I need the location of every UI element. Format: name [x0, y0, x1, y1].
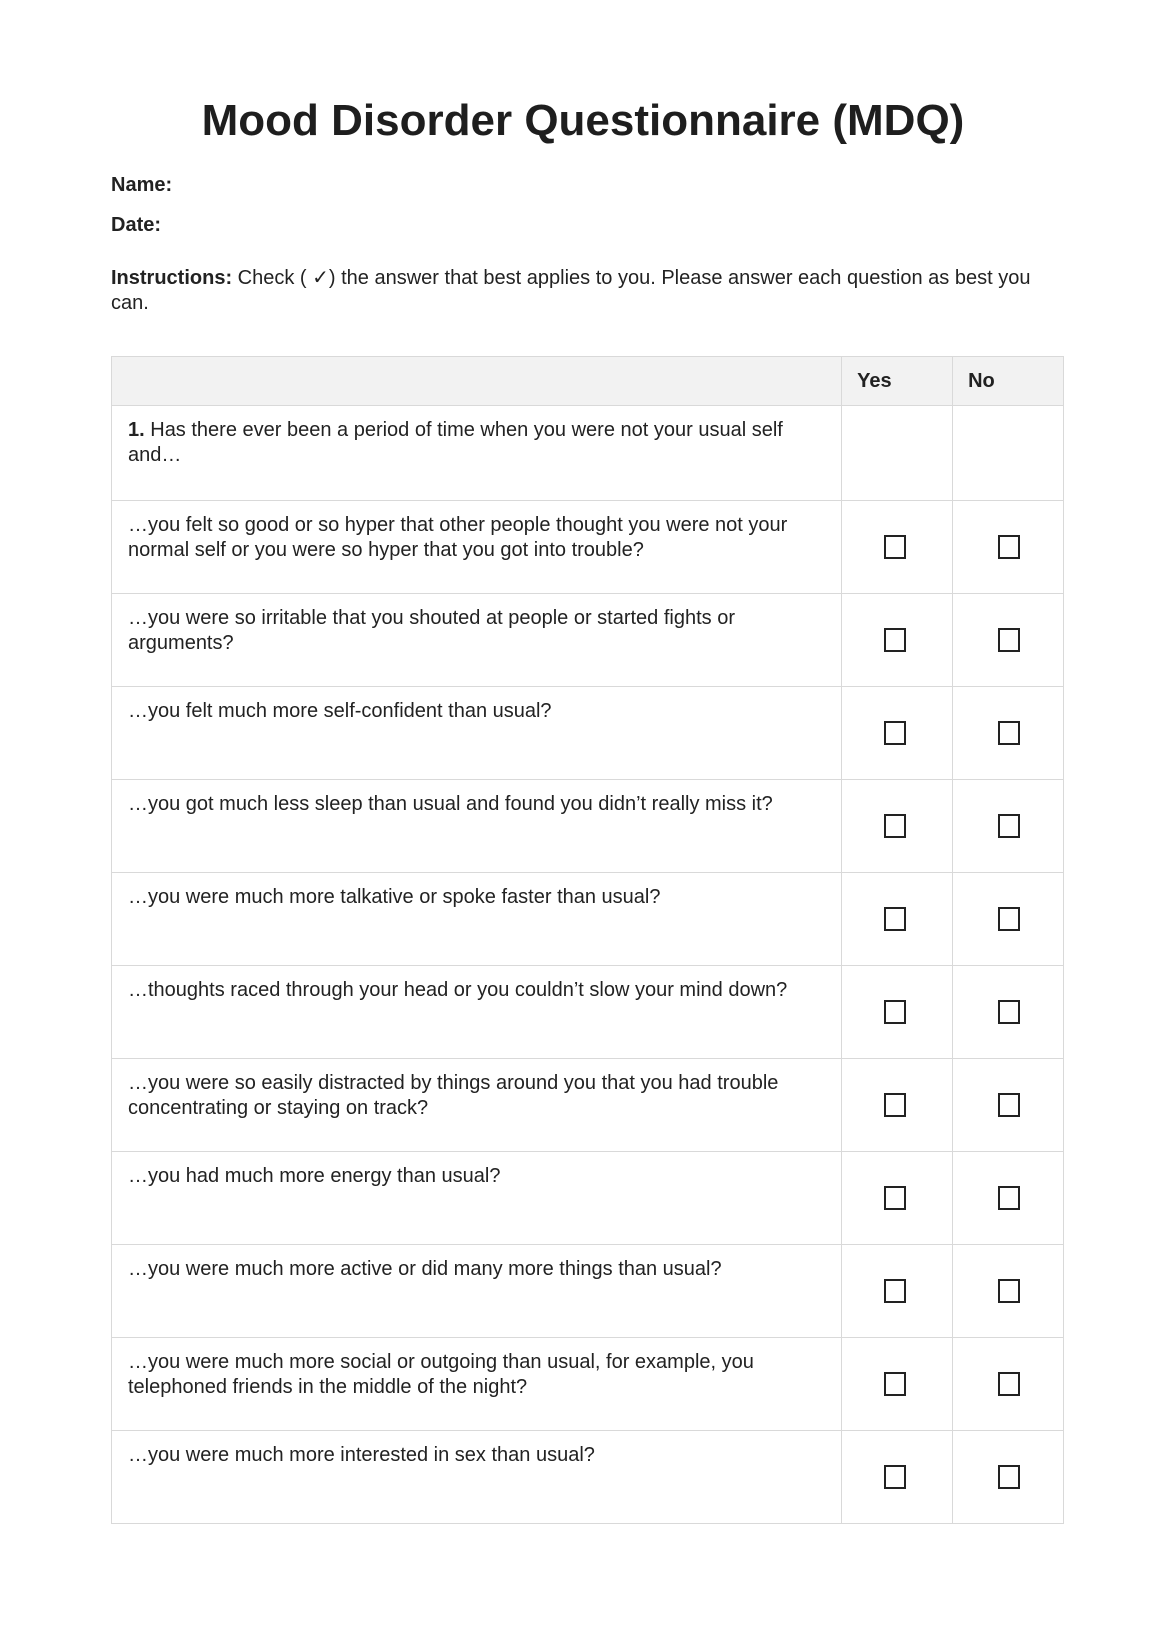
yes-checkbox[interactable] [884, 1465, 906, 1489]
no-cell [953, 1245, 1064, 1338]
intro-no-cell [953, 406, 1064, 501]
no-checkbox[interactable] [998, 628, 1020, 652]
no-checkbox[interactable] [998, 1000, 1020, 1024]
yes-cell [842, 780, 953, 873]
date-label: Date: [111, 214, 162, 236]
no-checkbox[interactable] [998, 814, 1020, 838]
no-checkbox[interactable] [998, 721, 1020, 745]
yes-cell [842, 687, 953, 780]
instructions-label: Instructions: [111, 267, 233, 289]
header-yes: Yes [842, 357, 953, 406]
table-row [112, 1338, 1064, 1431]
table-row [112, 687, 1064, 780]
question-text: …you were much more interested in sex than usual? [112, 1431, 842, 1524]
yes-checkbox[interactable] [884, 1186, 906, 1210]
no-checkbox[interactable] [998, 1372, 1020, 1396]
instructions-text: Check ( ✓) the answer that best applies to you. Please answer each question as best you can. [111, 267, 1031, 314]
no-checkbox[interactable] [998, 1279, 1020, 1303]
page-title: Mood Disorder Questionnaire (MDQ) [201, 96, 965, 145]
no-cell [953, 1338, 1064, 1431]
question-text: …you were so easily distracted by things around you that you had trouble concentrating or staying on track? [112, 1059, 842, 1152]
table-row [112, 1152, 1064, 1245]
no-cell [953, 594, 1064, 687]
no-cell [953, 501, 1064, 594]
yes-checkbox[interactable] [884, 907, 906, 931]
no-checkbox[interactable] [998, 535, 1020, 559]
question-text: …you felt much more self-confident than usual? [112, 687, 842, 780]
yes-cell [842, 501, 953, 594]
no-cell [953, 687, 1064, 780]
intro-text: Has there ever been a period of time when you were not your usual self and… [128, 419, 783, 466]
table-row [112, 594, 1064, 687]
table-row [112, 873, 1064, 966]
yes-checkbox[interactable] [884, 535, 906, 559]
question-number: 1. [128, 419, 145, 441]
question-text: …thoughts raced through your head or you couldn’t slow your mind down? [112, 966, 842, 1059]
yes-cell [842, 873, 953, 966]
yes-cell [842, 594, 953, 687]
question-text: …you were much more talkative or spoke faster than usual? [112, 873, 842, 966]
table-row [112, 1059, 1064, 1152]
question-text: …you were much more active or did many more things than usual? [112, 1245, 842, 1338]
question-text: …you were much more social or outgoing than usual, for example, you telephoned friends in the middle of the night? [112, 1338, 842, 1431]
intro-row [112, 406, 1064, 501]
questionnaire-table [111, 356, 1064, 1524]
table-row [112, 1431, 1064, 1524]
yes-checkbox[interactable] [884, 814, 906, 838]
yes-checkbox[interactable] [884, 1372, 906, 1396]
no-checkbox[interactable] [998, 1093, 1020, 1117]
table-row [112, 1245, 1064, 1338]
question-text: …you were so irritable that you shouted at people or started fights or arguments? [112, 594, 842, 687]
no-cell [953, 1059, 1064, 1152]
yes-cell [842, 1431, 953, 1524]
yes-checkbox[interactable] [884, 628, 906, 652]
table-row [112, 501, 1064, 594]
yes-checkbox[interactable] [884, 1000, 906, 1024]
no-checkbox[interactable] [998, 1465, 1020, 1489]
no-cell [953, 1431, 1064, 1524]
no-checkbox[interactable] [998, 1186, 1020, 1210]
yes-checkbox[interactable] [884, 1279, 906, 1303]
yes-cell [842, 1245, 953, 1338]
no-cell [953, 873, 1064, 966]
table-header-row [112, 357, 1064, 406]
yes-checkbox[interactable] [884, 1093, 906, 1117]
no-checkbox[interactable] [998, 907, 1020, 931]
question-text: …you got much less sleep than usual and found you didn’t really miss it? [112, 780, 842, 873]
intro-question [112, 406, 842, 501]
header-question [112, 357, 842, 406]
yes-checkbox[interactable] [884, 721, 906, 745]
no-cell [953, 780, 1064, 873]
no-cell [953, 966, 1064, 1059]
intro-yes-cell [842, 406, 953, 501]
yes-cell [842, 1059, 953, 1152]
header-no: No [953, 357, 1064, 406]
yes-cell [842, 966, 953, 1059]
table-row [112, 780, 1064, 873]
no-cell [953, 1152, 1064, 1245]
question-text: …you felt so good or so hyper that other people thought you were not your normal self or you were so hyper that you got into trouble? [112, 501, 842, 594]
instructions [111, 266, 1041, 316]
yes-cell [842, 1338, 953, 1431]
question-text: …you had much more energy than usual? [112, 1152, 842, 1245]
table-row [112, 966, 1064, 1059]
yes-cell [842, 1152, 953, 1245]
name-label: Name: [111, 174, 173, 196]
